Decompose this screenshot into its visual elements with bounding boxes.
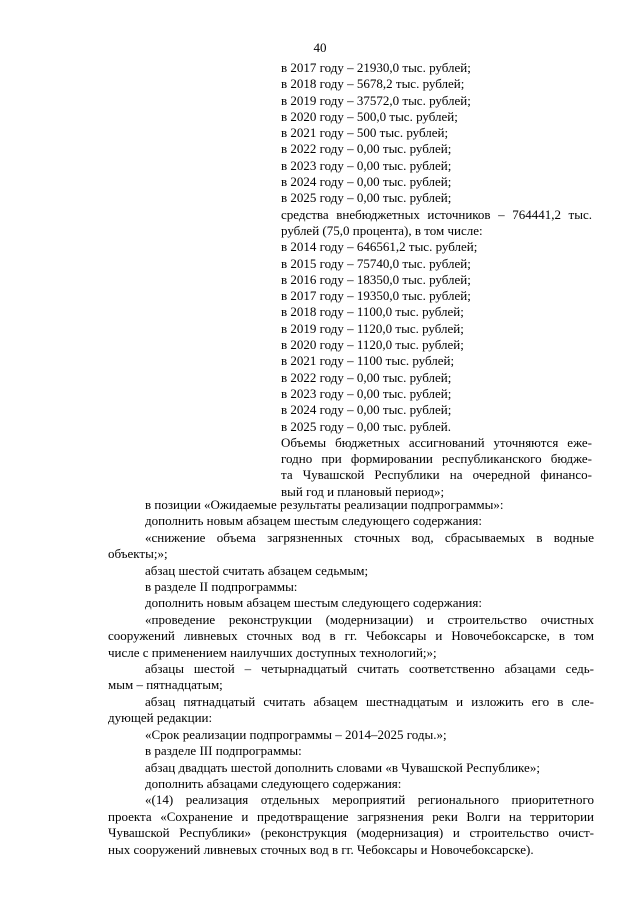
paragraph: в разделе II подпрограммы: <box>145 579 298 595</box>
paragraph-line: объекты;»; <box>108 546 168 562</box>
paragraph-line: числе с применением наилучших доступных технологий;»; <box>108 644 437 660</box>
extra-budget-year-line: в 2021 году – 1100 тыс. рублей; <box>281 353 455 369</box>
budget-year-line: в 2018 году – 5678,2 тыс. рублей; <box>281 76 465 92</box>
budget-year-line: в 2023 году – 0,00 тыс. рублей; <box>281 157 452 173</box>
budget-year-line: в 2022 году – 0,00 тыс. рублей; <box>281 141 452 157</box>
budget-year-line: в 2020 году – 500,0 тыс. рублей; <box>281 108 458 124</box>
extra-budget-year-line: в 2019 году – 1120,0 тыс. рублей; <box>281 320 464 336</box>
extra-budget-year-line: в 2016 году – 18350,0 тыс. рублей; <box>281 271 471 287</box>
extra-budget-year-line: в 2014 году – 646561,2 тыс. рублей; <box>281 239 478 255</box>
paragraph-line: «(14) реализация отдельных мероприятий регионального приоритетного <box>145 792 594 808</box>
budget-year-line: в 2017 году – 21930,0 тыс. рублей; <box>281 60 471 75</box>
paragraph-line: ных сооружений ливневых сточных вод в гг. Чебоксары и Новочебоксарске). <box>108 841 534 857</box>
extra-budget-year-line: в 2017 году – 19350,0 тыс. рублей; <box>281 288 471 304</box>
paragraph: дополнить новым абзацем шестым следующего содержания: <box>145 595 482 611</box>
paragraph-line: «снижение объема загрязненных сточных вод, сбрасываемых в водные <box>145 529 594 545</box>
budget-year-line: в 2024 году – 0,00 тыс. рублей; <box>281 174 452 190</box>
paragraph-line: абзац пятнадцатый считать абзацем шестнадцатым и изложить его в сле- <box>145 693 594 709</box>
funding-note-line: та Чувашской Республики на очередной финансо- <box>281 467 592 483</box>
budget-year-line: в 2021 году – 500 тыс. рублей; <box>281 125 449 141</box>
paragraph-line: проекта «Сохранение и предотвращение загрязнения реки Волги на территории <box>108 808 594 824</box>
paragraph: абзац шестой считать абзацем седьмым; <box>145 562 369 578</box>
paragraph: абзац двадцать шестой дополнить словами «в Чувашской Республике»; <box>145 759 540 775</box>
extra-budget-year-line: в 2023 году – 0,00 тыс. рублей; <box>281 385 452 401</box>
paragraph-line: дующей редакции: <box>108 710 213 726</box>
extra-budget-year-line: в 2024 году – 0,00 тыс. рублей; <box>281 402 452 418</box>
amendment-text <box>108 497 594 858</box>
extra-budget-year-line: в 2018 году – 1100,0 тыс. рублей; <box>281 304 464 320</box>
funding-note-line: годно при формировании республиканского бюдже- <box>281 451 592 467</box>
paragraph: в разделе III подпрограммы: <box>145 743 302 759</box>
page-number: 40 <box>313 40 327 55</box>
budget-year-line: в 2019 году – 37572,0 тыс. рублей; <box>281 92 471 108</box>
paragraph: дополнить новым абзацем шестым следующего содержания: <box>145 513 482 529</box>
extra-budget-year-line: в 2015 году – 75740,0 тыс. рублей; <box>281 255 471 271</box>
extra-budget-year-line: в 2025 году – 0,00 тыс. рублей. <box>281 418 451 434</box>
extra-budget-heading: средства внебюджетных источников – 764441,2 тыс. <box>281 206 592 222</box>
paragraph-line: абзацы шестой – четырнадцатый считать соответственно абзацами седь- <box>145 661 594 677</box>
budget-year-line: в 2025 году – 0,00 тыс. рублей; <box>281 190 452 206</box>
paragraph: дополнить абзацами следующего содержания: <box>145 775 402 791</box>
paragraph-line: «проведение реконструкции (модернизации) и строительство очистных <box>145 611 594 627</box>
paragraph: «Срок реализации подпрограммы – 2014–2025 годы.»; <box>145 726 447 742</box>
funding-note-line: Объемы бюджетных ассигнований уточняются еже- <box>281 434 592 450</box>
extra-budget-year-line: в 2020 году – 1120,0 тыс. рублей; <box>281 337 464 353</box>
paragraph-line: мым – пятнадцатым; <box>108 677 223 693</box>
paragraph: в позиции «Ожидаемые результаты реализации подпрограммы»: <box>145 497 504 512</box>
paragraph-line: сооружений ливневых сточных вод в гг. Чебоксары и Новочебоксарске, в том <box>108 628 594 644</box>
extra-budget-year-line: в 2022 году – 0,00 тыс. рублей; <box>281 369 452 385</box>
paragraph-line: Чувашской Республики» (реконструкция (модернизация) и строительство очист- <box>108 825 594 841</box>
funding-note-line: вый год и плановый период»; <box>281 483 445 499</box>
extra-budget-heading-cont: рублей (75,0 процента), в том числе: <box>281 222 483 238</box>
funding-column <box>281 60 592 500</box>
